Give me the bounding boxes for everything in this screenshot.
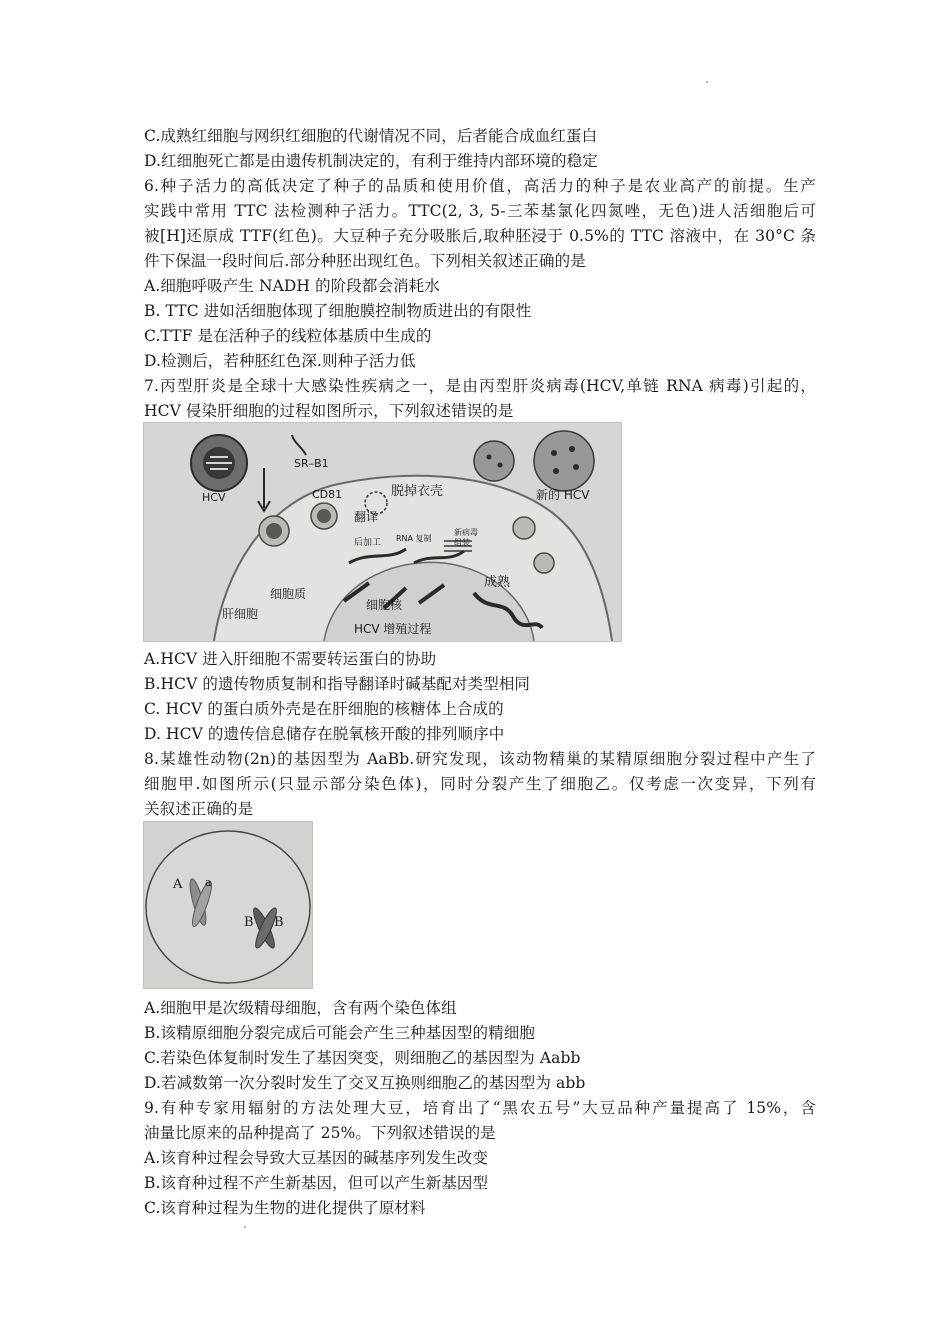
option-9b: B.该育种过程不产生新基因，但可以产生新基因型 — [144, 1174, 489, 1192]
label-cytoplasm: 细胞质 — [270, 587, 307, 601]
option-8a: A.细胞甲是次级精母细胞，含有两个染色体组 — [144, 999, 457, 1017]
cell-division-figure — [143, 821, 313, 989]
label-assembly-1: 新病毒 — [454, 528, 478, 537]
exocytosis-vesicle — [534, 553, 554, 573]
option-7c: C. HCV 的蛋白质外壳是在肝细胞的核糖体上合成的 — [144, 700, 504, 718]
label-rna-replication: RNA 复制 — [396, 534, 432, 543]
hcv-diagram — [144, 423, 621, 641]
label-nucleus: 细胞核 — [366, 598, 403, 612]
scan-speck — [706, 81, 708, 83]
new-hcv-virus — [474, 431, 594, 491]
gene-label-B-left: B — [244, 915, 254, 930]
cell-membrane — [146, 831, 310, 983]
gene-label-a: a — [205, 876, 212, 889]
gene-label-A: A — [173, 877, 183, 892]
label-new-hcv: 新的 HCV — [536, 488, 590, 502]
option-8c: C.若染色体复制时发生了基因突变，则细胞乙的基因型为 Aabb — [144, 1049, 581, 1067]
label-processing: 后加工 — [354, 538, 382, 548]
question-6-line3: 被[H]还原成 TTF(红色)。大豆种子充分吸胀后,取种胚浸于 0.5%的 TTC 溶液中，在 30°C 条 — [144, 227, 816, 245]
option-7a: A.HCV 进入肝细胞不需要转运蛋白的协助 — [144, 650, 437, 668]
question-9-line1: 9.有种专家用辐射的方法处理大豆，培育出了“黑农五号”大豆品种产量提高了 15%，含 — [144, 1099, 816, 1117]
option-8b: B.该精原细胞分裂完成后可能会产生三种基因型的精细胞 — [144, 1024, 535, 1042]
question-6-line2: 实践中常用 TTC 法检测种子活力。TTC(2, 3, 5-三苯基氯化四氮唑，无色)进人活细胞后可 — [144, 202, 816, 220]
question-6-line4: 件下保温一段时间后.部分种胚出现红色。下列相关叙述正确的是 — [144, 252, 586, 270]
option-9c: C.该育种过程为生物的进化提供了原材料 — [144, 1199, 426, 1217]
figure-caption: HCV 增殖过程 — [354, 622, 432, 636]
option-6a: A.细胞呼吸产生 NADH 的阶段都会消耗水 — [144, 277, 440, 295]
gene-label-B-right: B — [274, 915, 284, 930]
question-7-line1: 7.丙型肝炎是全球十大感染性疾病之一，是由丙型肝炎病毒(HCV,单链 RNA 病毒)引起的， — [144, 377, 816, 395]
question-6-line1: 6.种子活力的高低决定了种子的品质和使用价值，高活力的种子是农业高产的前提。生产 — [144, 177, 816, 195]
option-5c: C.成熟红细胞与网织红细胞的代谢情况不同，后者能合成血红蛋白 — [144, 127, 598, 145]
receptor-line — [292, 435, 306, 455]
cell-diagram — [144, 822, 312, 988]
option-9a: A.该育种过程会导致大豆基因的碱基序列发生改变 — [144, 1149, 488, 1167]
label-maturation: 成熟 — [484, 575, 511, 590]
exocytosis-vesicle — [513, 517, 535, 539]
option-6c: C.TTF 是在活种子的线粒体基质中生成的 — [144, 327, 432, 345]
label-liver-cell: 肝细胞 — [222, 607, 259, 621]
question-8-line1: 8.某雄性动物(2n)的基因型为 AaBb.研究发现，该动物精巢的某精原细胞分裂过程中产生了 — [144, 750, 816, 768]
label-sr-b1: SR–B1 — [294, 457, 329, 470]
option-6b: B. TTC 进如活细胞体现了细胞膜控制物质进出的有限性 — [144, 302, 532, 320]
question-8-line3: 关叙述正确的是 — [144, 800, 254, 818]
option-6d: D.检测后，若种胚红色深.则种子活力低 — [144, 352, 416, 370]
option-7d: D. HCV 的遗传信息储存在脱氧核开酸的排列顺序中 — [144, 725, 505, 743]
scan-speck — [244, 1226, 246, 1228]
hcv-infection-figure — [143, 422, 622, 642]
vesicle-virus — [317, 509, 331, 523]
question-7-line2: HCV 侵染肝细胞的过程如图所示，下列叙述错误的是 — [144, 402, 514, 420]
option-5d: D.红细胞死亡都是由遗传机制决定的，有利于维持内部环境的稳定 — [144, 152, 598, 170]
hcv-virus — [191, 435, 247, 491]
question-8-line2: 细胞甲.如图所示(只显示部分染色体)，同时分裂产生了细胞乙。仅考虑一次变异，下列有 — [144, 775, 816, 793]
label-assembly-2: 组装 — [454, 538, 470, 547]
question-9-line2: 油量比原来的品种提高了 25%。下列叙述错误的是 — [144, 1124, 496, 1142]
label-translation: 翻译 — [354, 510, 379, 524]
label-cd81: CD81 — [312, 488, 343, 501]
option-8d: D.若减数第一次分裂时发生了交叉互换则细胞乙的基因型为 abb — [144, 1074, 586, 1092]
vesicle-virus — [266, 523, 282, 539]
label-hcv: HCV — [202, 491, 226, 504]
option-7b: B.HCV 的遗传物质复制和指导翻译时碱基配对类型相同 — [144, 675, 531, 693]
label-uncoating: 脱掉衣壳 — [391, 484, 444, 499]
